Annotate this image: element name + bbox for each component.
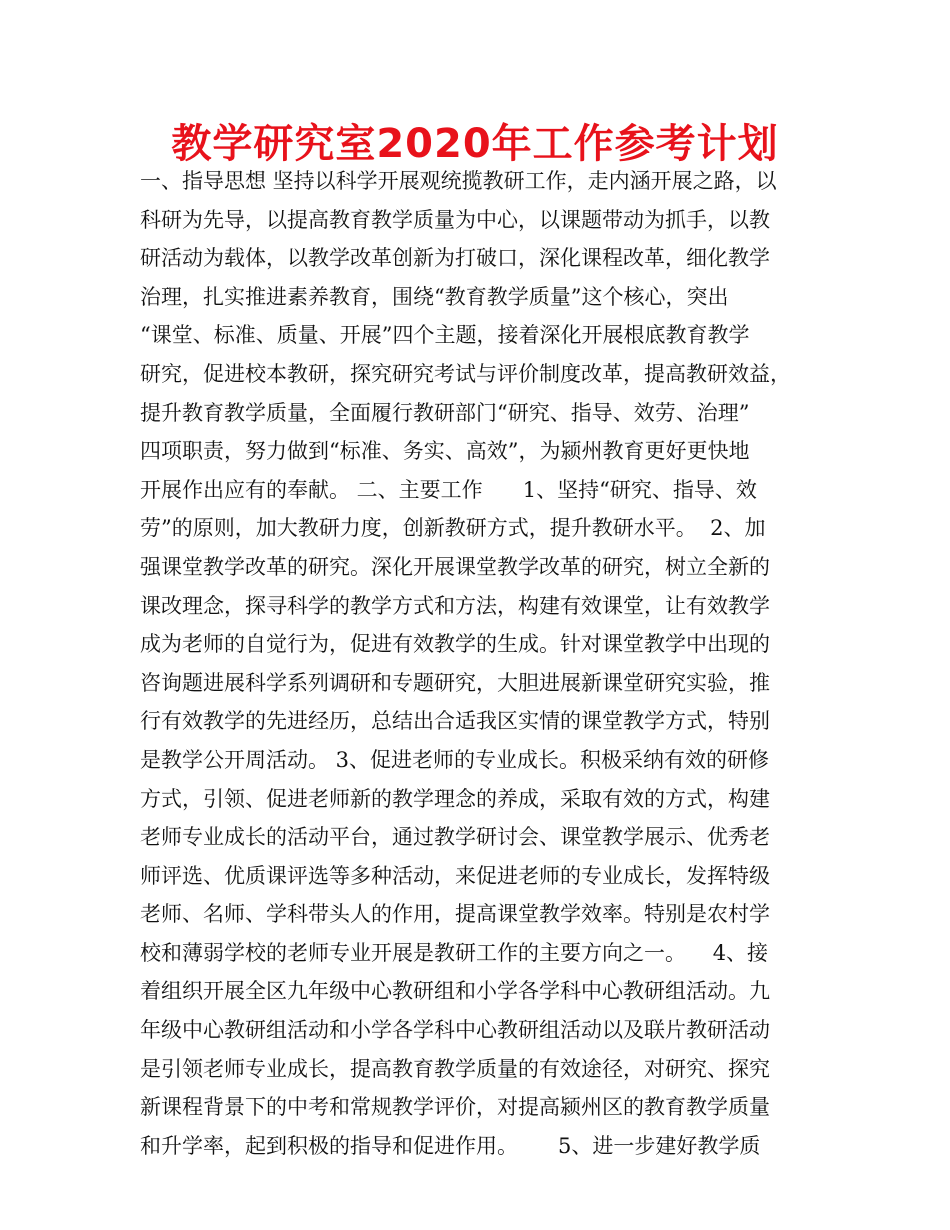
body-line: 课改理念，探寻科学的教学方式和方法，构建有效课堂，让有效教学 (140, 593, 770, 618)
body-line: 校和薄弱学校的老师专业开展是教研工作的主要方向之一。 4、接 (140, 940, 769, 965)
body-line: 师评选、优质课评选等多种活动，来促进老师的专业成长，发挥特级 (140, 863, 770, 888)
body-line: 老师专业成长的活动平台，通过教学研讨会、课堂教学展示、优秀老 (140, 825, 770, 850)
body-line: 科研为先导，以提高教育教学质量为中心，以课题带动为抓手，以教 (140, 207, 770, 232)
body-line: 四项职责，努力做到“标准、务实、高效”，为颍州教育更好更快地 (140, 439, 750, 464)
body-line: 强课堂教学改革的研究。深化开展课堂教学改革的研究，树立全新的 (140, 554, 770, 579)
body-line: 成为老师的自觉行为，促进有效教学的生成。针对课堂教学中出现的 (140, 632, 770, 657)
body-line: 研究，促进校本教研，探究研究考试与评价制度改革，提高教研效益， (140, 361, 791, 386)
body-line: 是引领老师专业成长，提高教育教学质量的有效途径，对研究、探究 (140, 1056, 770, 1081)
document-body (140, 162, 820, 1165)
body-line: 老师、名师、学科带头人的作用，提高课堂教学效率。特别是农村学 (140, 902, 770, 927)
body-line: 咨询题进展科学系列调研和专题研究，大胆进展新课堂研究实验，推 (140, 670, 770, 695)
body-line: 提升教育教学质量，全面履行教研部门“研究、指导、效劳、治理” (140, 400, 750, 425)
body-line: 研活动为载体，以教学改革创新为打破口，深化课程改革，细化教学 (140, 246, 770, 271)
body-line: 行有效教学的先进经历，总结出合适我区实情的课堂教学方式，特别 (140, 709, 770, 734)
body-line: 年级中心教研组活动和小学各学科中心教研组活动以及联片教研活动 (140, 1018, 770, 1043)
body-line: 一、指导思想 坚持以科学开展观统揽教研工作，走内涵开展之路，以 (140, 169, 777, 193)
body-line: “课堂、标准、质量、开展”四个主题，接着深化开展根底教育教学 (140, 323, 750, 348)
body-line: 是教学公开周活动。 3、促进老师的专业成长。积极采纳有效的研修 (140, 747, 770, 772)
body-line: 和升学率，起到积极的指导和促进作用。 5、进一步建好教学质 (140, 1133, 761, 1158)
document-title: 教学研究室2020年工作参考计划 (171, 121, 779, 167)
body-line: 着组织开展全区九年级中心教研组和小学各学科中心教研组活动。九 (140, 979, 770, 1004)
body-line: 方式，引领、促进老师新的教学理念的养成，采取有效的方式，构建 (140, 786, 770, 811)
body-line: 劳”的原则，加大教研力度，创新教研方式，提升教研水平。 2、加 (140, 516, 766, 541)
body-line: 新课程背景下的中考和常规教学评价，对提高颍州区的教育教学质量 (140, 1095, 770, 1120)
body-line: 开展作出应有的奉献。 二、主要工作 1、坚持“研究、指导、效 (140, 477, 757, 502)
body-line: 治理，扎实推进素养教育，围绕“教育教学质量”这个核心，突出 (140, 284, 729, 309)
